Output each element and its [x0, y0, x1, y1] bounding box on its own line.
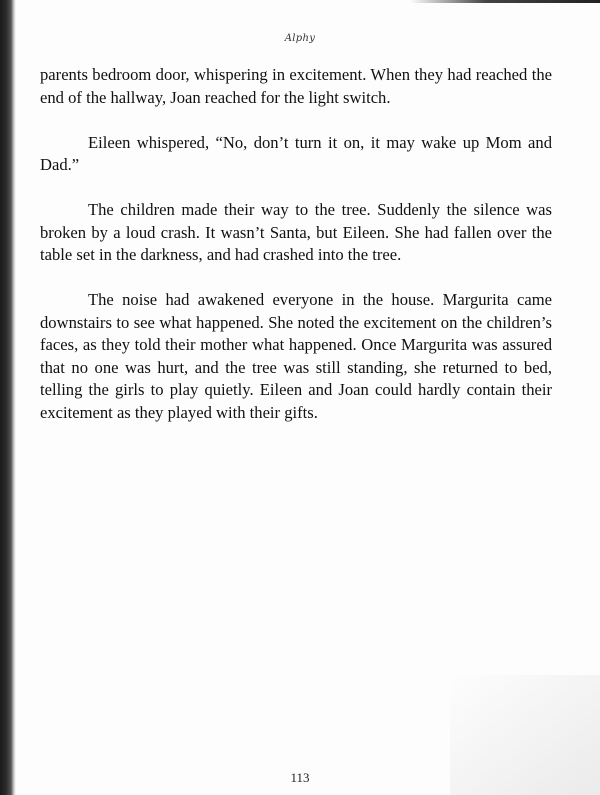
paragraph-3: The children made their way to the tree. Suddenly the silence was broken by a loud crash. It wasn’t Santa, but Eileen. She had fallen over the table set in the darkness, and had crashed into the tree. — [40, 200, 552, 264]
paragraph-4: The noise had awakened everyone in the house. Margurita came downstairs to see what happened. She noted the excitement on the children’s faces, as they told their mother what happened. Once Margurita was assured that no one was hurt, and the tree was still standing, she returned to bed, telling the girls to play quietly. Eileen and Joan could hardly contain their excitement as they played with their gifts. — [40, 290, 552, 422]
paragraph-2: Eileen whispered, “No, don’t turn it on, it may wake up Mom and Dad.” — [40, 132, 552, 174]
page-number: 113 — [290, 770, 310, 785]
book-spine-shadow — [0, 0, 16, 795]
paragraph-1: parents bedroom door, whispering in excitement. When they had reached the end of the hallway, Joan reached for the light switch. — [40, 65, 552, 107]
page-top-edge — [410, 0, 600, 3]
body-text — [40, 64, 552, 447]
running-head: Alphy — [284, 33, 316, 44]
